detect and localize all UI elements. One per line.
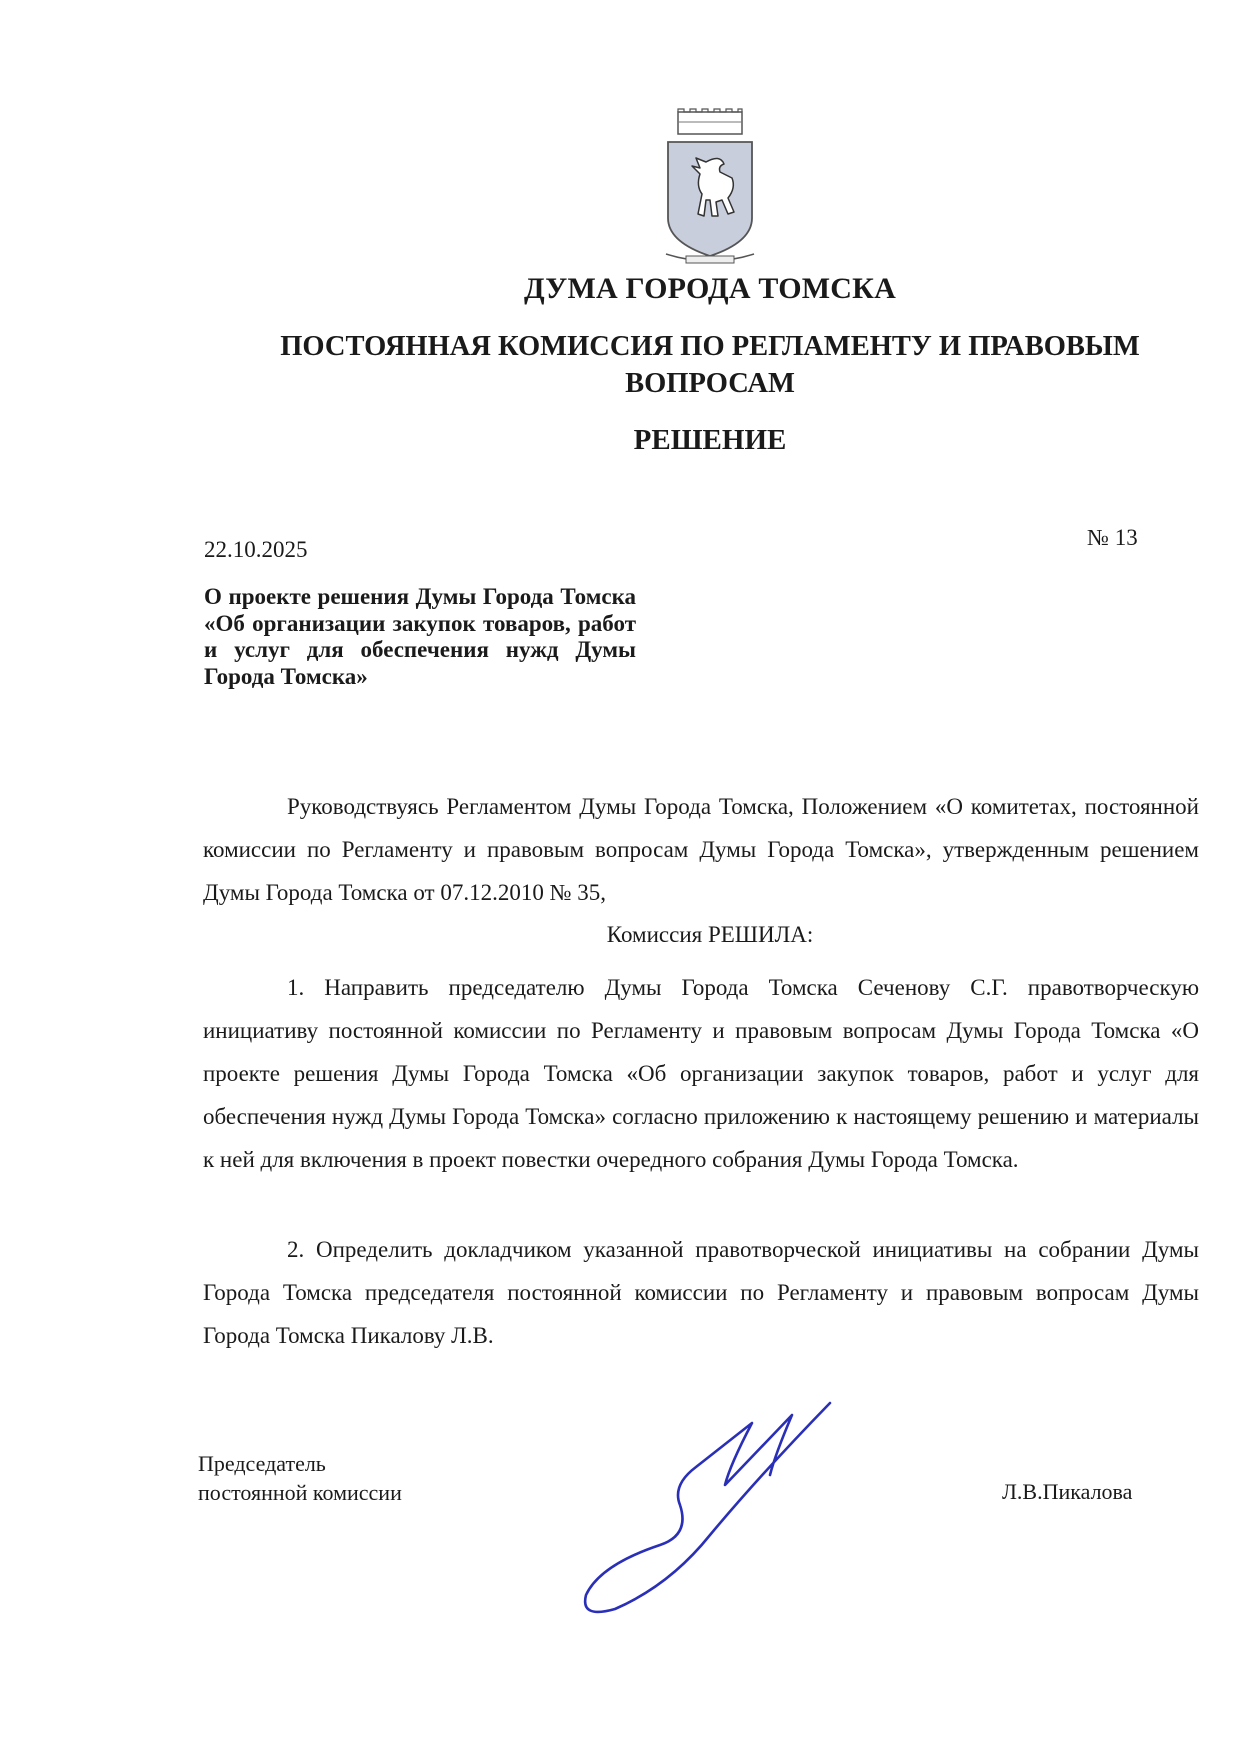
commission-title: ПОСТОЯННАЯ КОМИССИЯ ПО РЕГЛАМЕНТУ И ПРАВОВЫМ ВОПРОСАМ: [280, 331, 1140, 399]
signatory-position-line-1: Председатель: [198, 1451, 326, 1476]
document-date: 22.10.2025: [204, 537, 308, 562]
handwritten-signature: [560, 1395, 860, 1625]
signatory-name: Л.В.Пикалова: [1002, 1479, 1133, 1504]
resolution-item-2: 2. Определить докладчиком указанной правотворческой инициативы на собрании Думы Города Томска председателя постоянной комиссии по Регламенту и правовым вопросам Думы Города Томска Пикалову Л.В.: [203, 1237, 1199, 1348]
signatory-position-line-2: постоянной комиссии: [198, 1480, 402, 1505]
resolution-item-1: 1. Направить председателю Думы Города Томска Сеченову С.Г. правотворческую инициативу постоянной комиссии по Регламенту и правовым вопросам Думы Города Томска «О проекте решения Думы Города Томска «Об организации закупок товаров, работ и услуг для обеспечения нужд Думы Города Томска» согласно приложению к настоящему решению и материалы к ней для включения в проект повестки очередного собрания Думы Города Томска.: [203, 975, 1199, 1172]
tomsk-coat-of-arms-icon: [662, 108, 758, 268]
document-type: РЕШЕНИЕ: [633, 424, 787, 456]
organization-title: ДУМА ГОРОДА ТОМСКА: [524, 272, 896, 305]
resolve-heading: Комиссия РЕШИЛА:: [606, 922, 814, 947]
preamble-paragraph: Руководствуясь Регламентом Думы Города Томска, Положением «О комитетах, постоянной комиссии по Регламенту и правовым вопросам Думы Города Томска», утвержденным решением Думы Города Томска от 07.12.2010 № 35,: [203, 794, 1199, 905]
document-number: № 13: [1087, 525, 1138, 550]
document-subject: О проекте решения Думы Города Томска «Об организации закупок товаров, работ и услуг для обеспечения нужд Думы Города Томска»: [204, 584, 636, 689]
signatory-position: [198, 1449, 402, 1507]
